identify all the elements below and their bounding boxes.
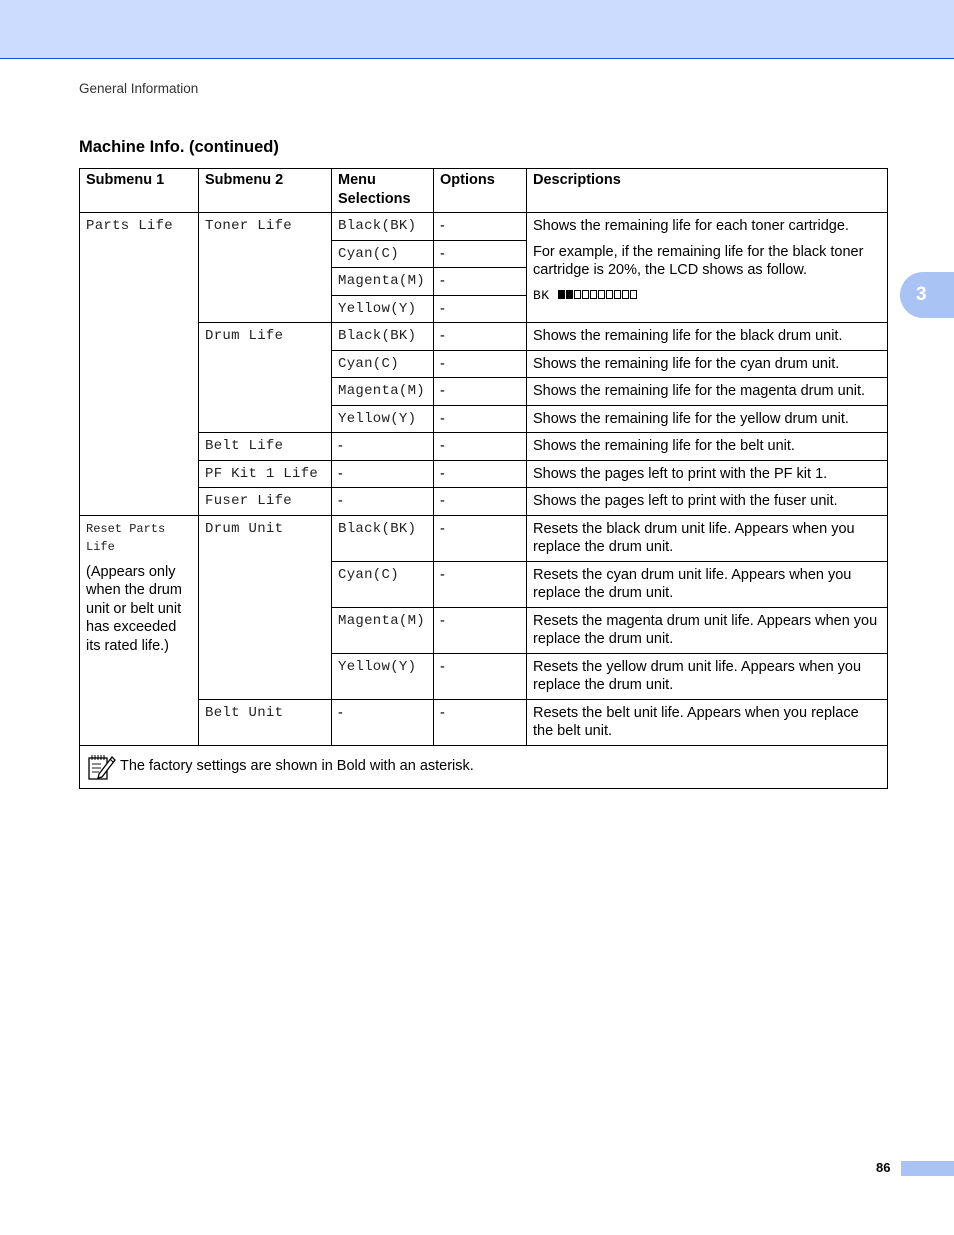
description-cell: Shows the remaining life for the cyan drum unit. <box>527 350 888 378</box>
chapter-tab[interactable]: 3 <box>900 272 954 318</box>
lcd-block-empty <box>574 290 581 299</box>
option-cell: - <box>434 323 527 351</box>
toner-desc-line2: For example, if the remaining life for the black toner cartridge is 20%, the LCD shows as follow. <box>533 243 864 278</box>
header-menu-selections: Menu Selections <box>332 169 434 213</box>
reset-parts-life-note: (Appears only when the drum unit or belt unit has exceeded its rated life.) <box>86 563 182 654</box>
table-row <box>80 213 888 241</box>
selection-cell: - <box>332 460 434 488</box>
note-row <box>80 745 888 788</box>
option-cell: - <box>434 405 527 433</box>
description-cell: Resets the belt unit life. Appears when you replace the belt unit. <box>527 699 888 745</box>
lcd-block-empty <box>606 290 613 299</box>
note-text: The factory settings are shown in Bold with an asterisk. <box>120 758 474 775</box>
table-header-row <box>80 169 888 213</box>
table-row <box>80 460 888 488</box>
selection-cell: Yellow(Y) <box>332 405 434 433</box>
lcd-label: BK <box>533 287 550 303</box>
lcd-block-empty <box>590 290 597 299</box>
option-cell: - <box>434 350 527 378</box>
option-cell: - <box>434 561 527 607</box>
header-options: Options <box>434 169 527 213</box>
option-cell: - <box>434 213 527 241</box>
description-cell: Resets the magenta drum unit life. Appears when you replace the drum unit. <box>527 607 888 653</box>
selection-cell: Magenta(M) <box>332 268 434 296</box>
submenu2-toner-life: Toner Life <box>199 213 332 323</box>
option-cell: - <box>434 460 527 488</box>
section-title: Machine Info. (continued) <box>79 138 279 156</box>
machine-info-table <box>79 168 888 789</box>
lcd-block-empty <box>614 290 621 299</box>
option-cell: - <box>434 378 527 406</box>
description-cell: Resets the cyan drum unit life. Appears when you replace the drum unit. <box>527 561 888 607</box>
lcd-block-empty <box>630 290 637 299</box>
selection-cell: Black(BK) <box>332 515 434 561</box>
running-head: General Information <box>79 81 199 96</box>
lcd-block-empty <box>598 290 605 299</box>
submenu1-reset-parts-life <box>80 515 199 745</box>
option-cell: - <box>434 699 527 745</box>
selection-cell: - <box>332 433 434 461</box>
selection-cell: Magenta(M) <box>332 607 434 653</box>
lcd-block-empty <box>582 290 589 299</box>
description-cell: Shows the remaining life for the belt unit. <box>527 433 888 461</box>
header-submenu2: Submenu 2 <box>199 169 332 213</box>
submenu2-belt-unit: Belt Unit <box>199 699 332 745</box>
selection-cell: Cyan(C) <box>332 240 434 268</box>
toner-desc-line1: Shows the remaining life for each toner cartridge. <box>533 218 849 234</box>
description-cell: Shows the remaining life for the black drum unit. <box>527 323 888 351</box>
description-cell: Resets the yellow drum unit life. Appears when you replace the drum unit. <box>527 653 888 699</box>
description-cell: Resets the black drum unit life. Appears when you replace the drum unit. <box>527 515 888 561</box>
option-cell: - <box>434 653 527 699</box>
top-header-band <box>0 0 954 59</box>
note-pencil-icon <box>86 752 116 782</box>
option-cell: - <box>434 295 527 323</box>
selection-cell: Yellow(Y) <box>332 295 434 323</box>
table-row <box>80 699 888 745</box>
submenu2-drum-unit: Drum Unit <box>199 515 332 699</box>
selection-cell: Cyan(C) <box>332 561 434 607</box>
description-cell: Shows the remaining life for the yellow drum unit. <box>527 405 888 433</box>
option-cell: - <box>434 433 527 461</box>
submenu2-fuser-life: Fuser Life <box>199 488 332 516</box>
lcd-block-filled <box>566 290 573 299</box>
option-cell: - <box>434 488 527 516</box>
option-cell: - <box>434 268 527 296</box>
note-cell <box>80 745 888 788</box>
selection-cell: Magenta(M) <box>332 378 434 406</box>
selection-cell: Cyan(C) <box>332 350 434 378</box>
description-cell: Shows the pages left to print with the fuser unit. <box>527 488 888 516</box>
selection-cell: - <box>332 699 434 745</box>
header-descriptions: Descriptions <box>527 169 888 213</box>
option-cell: - <box>434 515 527 561</box>
description-cell: Shows the pages left to print with the PF kit 1. <box>527 460 888 488</box>
reset-parts-life-label: Reset Parts Life <box>86 521 166 554</box>
table-row <box>80 433 888 461</box>
selection-cell: Yellow(Y) <box>332 653 434 699</box>
table-row <box>80 515 888 561</box>
page-number-bar <box>901 1161 954 1176</box>
table-row <box>80 488 888 516</box>
toner-life-description <box>527 213 888 323</box>
page-number: 86 <box>876 1160 891 1175</box>
submenu2-drum-life: Drum Life <box>199 323 332 433</box>
table-row <box>80 323 888 351</box>
submenu1-parts-life: Parts Life <box>80 213 199 516</box>
lcd-block-filled <box>558 290 565 299</box>
header-submenu1: Submenu 1 <box>80 169 199 213</box>
option-cell: - <box>434 607 527 653</box>
lcd-example <box>533 287 881 306</box>
selection-cell: - <box>332 488 434 516</box>
selection-cell: Black(BK) <box>332 213 434 241</box>
option-cell: - <box>434 240 527 268</box>
description-cell: Shows the remaining life for the magenta drum unit. <box>527 378 888 406</box>
selection-cell: Black(BK) <box>332 323 434 351</box>
lcd-level-bar <box>558 288 638 303</box>
submenu2-belt-life: Belt Life <box>199 433 332 461</box>
lcd-block-empty <box>622 290 629 299</box>
submenu2-pf-kit-life: PF Kit 1 Life <box>199 460 332 488</box>
